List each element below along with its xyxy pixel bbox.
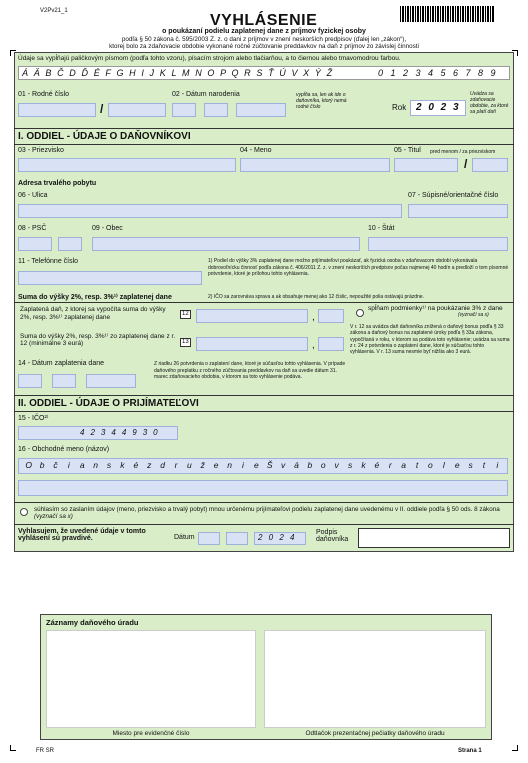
evidencne-cislo-label: Miesto pre evidenčné číslo (112, 730, 190, 737)
page-title: VYHLÁSENIE (210, 12, 318, 29)
datum-zaplatenia-day[interactable] (18, 374, 42, 388)
evidencne-cislo-box (46, 630, 256, 728)
ico-digit: 2 (90, 428, 95, 437)
datum-zaplatenia-label: 14 - Dátum zaplatenia dane (18, 360, 104, 367)
datum-zaplatenia-month[interactable] (52, 374, 76, 388)
ico-digit: 4 (121, 428, 127, 437)
obec-label: 09 - Obec (92, 225, 123, 232)
ico-digit: 4 (111, 428, 116, 437)
psc-label: 08 - PSČ (18, 225, 47, 232)
obchodne-char: s (347, 460, 353, 470)
subtitle-2: podľa § 50 zákona č. 595/2003 Z. z. o dani z príjmov v znení neskorších predpisov (ďalej len „zákon“), (121, 36, 407, 43)
obchodne-char: u (187, 460, 192, 470)
datum-narodenia-month[interactable] (204, 103, 228, 117)
ico-digit: 3 (100, 428, 106, 437)
section-1-title: I. ODDIEL - ÚDAJE O DAŇOVNÍKOVI (18, 131, 191, 142)
sign-date-day[interactable] (198, 532, 220, 545)
corner-mark (10, 745, 16, 751)
footer-right: Strana 1 (458, 748, 482, 754)
obchodne-char: n (93, 460, 99, 470)
r12-note: V r. 12 sa uvádza daň daňovníka znížená o daňový bonus podľa § 33 zákona a daňový bonus na zaplatené úroky podľa § 33a zákona, vypočítaná v roku, v ktorom sa podáva toto vyhlásenie; uvádza sa suma z r. 24 z potvrdenia o zaplatení dane, ktoré je súčasťou tohto vyhlásenia. V r. 13 suma nesmie byť nižšia ako 3 eurá. (350, 324, 510, 356)
form-code: V2Pv21_1 (40, 8, 68, 14)
supisne-field[interactable] (408, 204, 508, 218)
obchodne-char: e (213, 460, 219, 470)
obchodne-value (22, 460, 504, 470)
obchodne-char: o (320, 460, 326, 470)
obchodne-char: k (120, 460, 125, 470)
obchodne-char: l (442, 460, 445, 470)
obchodne-field-row2[interactable] (18, 480, 508, 496)
priezvisko-label: 03 - Priezvisko (18, 147, 64, 154)
datum-narodenia-label: 02 - Dátum narodenia (172, 91, 240, 98)
ico-label: 15 - IČO²⁾ (18, 415, 49, 422)
telefon-field[interactable] (18, 271, 202, 285)
stat-label: 10 - Štát (368, 225, 395, 232)
titul-pred-field[interactable] (394, 158, 458, 172)
office-title: Záznamy daňového úradu (46, 618, 139, 627)
r12-field[interactable] (196, 309, 308, 323)
r13-field[interactable] (196, 337, 308, 351)
rodne-cislo-part2[interactable] (108, 103, 166, 117)
ico-value (80, 428, 158, 437)
obchodne-char: a (401, 460, 406, 470)
corner-mark (512, 745, 518, 751)
obec-field[interactable] (92, 237, 360, 251)
titul-za-field[interactable] (472, 158, 508, 172)
obchodne-char: i (67, 460, 70, 470)
podpis-label: Podpis daňovníka (316, 529, 349, 543)
barcode (400, 6, 495, 22)
note-1: 1) Podiel do výšky 3% zaplatenej dane možno prijímateľovi poukázať, ak fyzická osoba v zdaňovacom období vykonávala dobrovoľnícku činnosť podľa zákona č. 406/2011 Z. z. v znení neskorších predpisov počas najmenej 40 hodín a predloží o tom písomné potvrdenie, ktoré je prílohou tohto vyhlásenia. (208, 258, 509, 277)
priezvisko-field[interactable] (18, 158, 236, 172)
obchodne-char: b (307, 460, 313, 470)
sign-date-month[interactable] (226, 532, 248, 545)
rok-note: Uvádza sa zdaňovacie obdobie, za ktoré sa platí daň (470, 91, 509, 115)
obchodne-char: é (374, 460, 380, 470)
obchodne-char: r (388, 460, 392, 470)
obchodne-char: n (227, 460, 232, 470)
ulica-label: 06 - Ulica (18, 192, 48, 199)
datum-label: Dátum (174, 534, 195, 541)
obchodne-char: é (133, 460, 139, 470)
footer-left: FR SR (36, 748, 54, 754)
splnam-checkbox[interactable] (356, 309, 364, 317)
instructions-text: Údaje sa vypĺňajú paličkovým písmom (podľa tohto vzoru), písacím strojom alebo tlačiarňou, a to čiernou alebo tmavomodrou farbou. (18, 55, 401, 62)
obchodne-label: 16 - Obchodné meno (názov) (18, 446, 110, 453)
slash: / (100, 102, 104, 116)
rodne-cislo-part1[interactable] (18, 103, 96, 117)
obchodne-char: i (242, 460, 244, 470)
sign-date-year: 2 0 2 4 (258, 533, 297, 542)
ico-digit: 4 (80, 428, 85, 437)
ico-digit: 0 (153, 428, 158, 437)
obchodne-char: t (415, 460, 419, 470)
signature-box[interactable] (358, 528, 510, 548)
signature-statement: Vyhlasujem, že uvedené údaje v tomto vyhlásení sú pravdivé. (18, 528, 146, 542)
rok-value: 2 0 2 3 (416, 102, 461, 113)
zaplatena-dan-label: Zaplatená daň, z ktorej sa vypočíta suma do výšky 2%, resp. 3%¹⁾ zaplatenej dane (20, 306, 166, 321)
rok-label: Rok (392, 103, 407, 112)
slash: / (464, 157, 468, 171)
sample-digits: 0 1 2 3 4 5 6 7 8 9 (378, 68, 499, 78)
obchodne-char: O (25, 460, 32, 470)
supisne-label: 07 - Súpisné/orientačné číslo (408, 192, 499, 199)
telefon-label: 11 - Telefónne číslo (18, 258, 79, 265)
peciatka-box (264, 630, 486, 728)
datum-note: vypĺňa sa, len ak ide o daňovníka, ktorý nemá rodné číslo (296, 92, 347, 110)
peciatka-label: Odtlačok prezentačnej pečiatky daňového úradu (305, 730, 445, 737)
obchodne-char: s (468, 460, 473, 470)
obchodne-char: e (454, 460, 460, 470)
obchodne-char: o (428, 460, 433, 470)
obchodne-char: v (280, 460, 286, 470)
subtitle-1: o poukázaní podielu zaplatenej dane z príjmov fyzickej osoby (162, 28, 366, 35)
ico-digit: 3 (142, 428, 148, 437)
obchodne-char: a (79, 460, 85, 470)
obchodne-char: č (53, 460, 58, 470)
suma-title: Suma do výšky 2%, resp. 3%¹⁾ zaplatenej dane (18, 294, 172, 301)
obchodne-char: k (361, 460, 366, 470)
r12-cents[interactable] (318, 309, 344, 323)
obchodne-char: r (174, 460, 178, 470)
sample-alphabet: Á Ä B Č D Ď É F G H I J K L M N O P Q R S Ť Ú V X Ý Ž (22, 68, 334, 78)
note-2: 2) IČO sa zarovnáva sprava a ak obsahuje menej ako 12 číslic, nepoužité polia ostávajú prázdne. (208, 294, 424, 300)
obchodne-char: e (253, 460, 259, 470)
consent-checkbox[interactable] (20, 508, 28, 516)
stat-field[interactable] (368, 237, 508, 251)
titul-note: pred menom / za priezviskom (430, 149, 496, 155)
obchodne-char: ž (200, 460, 205, 470)
splnam-note: (vyznačí sa x) (458, 312, 489, 318)
obchodne-char: t (482, 460, 486, 470)
psc-field-2[interactable] (58, 237, 82, 251)
rodne-cislo-label: 01 - Rodné číslo (18, 91, 69, 98)
ulica-field[interactable] (18, 204, 402, 218)
datum-zaplatenia-year[interactable] (86, 374, 136, 388)
obchodne-char: i (496, 460, 499, 470)
obchodne-char: Š (266, 460, 273, 470)
datum-narodenia-day[interactable] (172, 103, 196, 117)
r13-number: 13 (182, 339, 189, 345)
r12-number: 12 (182, 311, 189, 317)
subtitle-3: ktorej bolo za zdaňovacie obdobie vykonané ročné zúčtovanie preddavkov na daň z príjmov zo závislej činnosti (109, 43, 419, 50)
comma: , (312, 312, 315, 323)
meno-label: 04 - Meno (240, 147, 272, 154)
obchodne-char: d (160, 460, 165, 470)
meno-field[interactable] (240, 158, 390, 172)
r14-note: Z riadku 26 potvrdenia o zaplatení dane, ktoré je súčasťou tohto vyhlásenia. V prípade daňového preplatku z ročného zúčtovania preddavkov na daň sa uvedie dátum 31. marec zdaňovacieho obdobia, v ktorom sa toto vyhlásenie podáva. (154, 361, 346, 380)
r13-cents[interactable] (318, 337, 344, 351)
suma-text: Suma do výšky 2%, resp. 3%¹⁾ zo zaplatenej dane z r. 12 (minimálne 3 eurá) (20, 333, 176, 347)
titul-label: 05 - Titul (394, 147, 421, 154)
psc-field-1[interactable] (18, 237, 52, 251)
obchodne-char: s (106, 460, 112, 470)
comma: , (312, 340, 315, 351)
adresa-label: Adresa trvalého pobytu (18, 180, 97, 187)
consent-text: súhlasím so zaslaním údajov (meno, priezvisko a trvalý pobyt) mnou určenému prijímateľovi podielu zaplatenej dane uvedenému v II. oddiele podľa § 50 ods. 8 zákona (vyznačí sa x) (34, 506, 500, 520)
obchodne-char: z (147, 460, 152, 470)
obchodne-char: v (334, 460, 339, 470)
splnam-label: spĺňam podmienky¹⁾ na poukázanie 3% z dane (368, 305, 503, 312)
section-2-title: II. ODDIEL - ÚDAJE O PRIJÍMATEĽOVI (18, 398, 199, 409)
ico-digit: 9 (132, 428, 137, 437)
obchodne-char: b (39, 460, 45, 470)
datum-narodenia-year[interactable] (236, 103, 286, 117)
obchodne-char: á (294, 460, 299, 470)
